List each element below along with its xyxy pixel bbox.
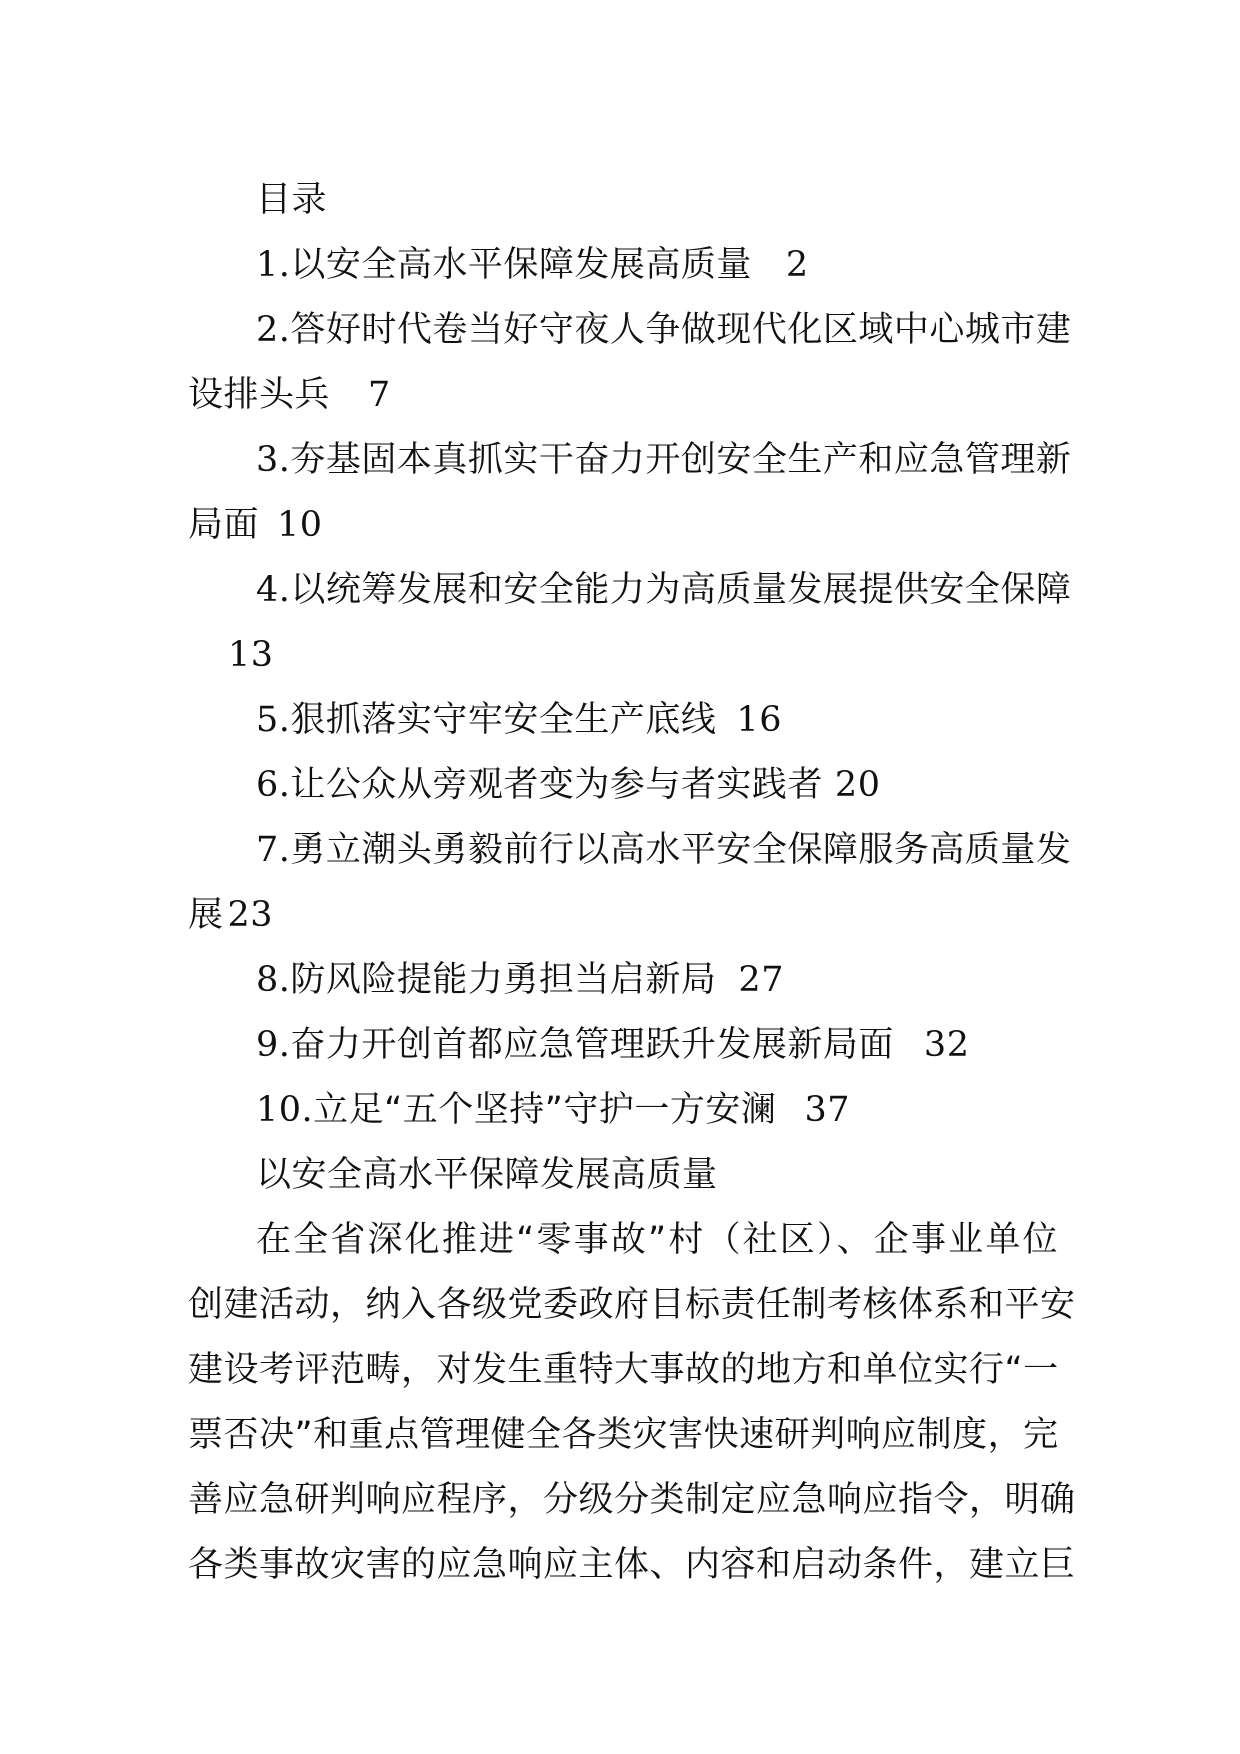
toc-entry-page: 37 bbox=[804, 1090, 850, 1130]
toc-entry-5[interactable] bbox=[188, 688, 1058, 753]
toc-entry-number: 5. bbox=[256, 700, 291, 740]
toc-entry-title: 防风险提能力勇担当启新局 bbox=[290, 960, 717, 1000]
body-line: 创建活动，纳入各级党委政府目标责任制考核体系和平安 bbox=[188, 1285, 1076, 1325]
document-page bbox=[188, 168, 1076, 1598]
body-line: 在全省深化推进“零事故”村（社区）、企事业单位 bbox=[256, 1220, 1058, 1260]
toc-entry-page: 2 bbox=[785, 245, 809, 285]
body-line: 建设考评范畴，对发生重特大事故的地方和单位实行“一 bbox=[188, 1350, 1059, 1390]
toc-entry-title-continuation: 展 bbox=[188, 895, 224, 935]
toc-entry-title-continuation: 局面 bbox=[188, 505, 260, 545]
body-line: 善应急研判响应程序，分级分类制定应急响应指令，明确 bbox=[188, 1480, 1076, 1520]
toc-entry-title: 让公众从旁观者变为参与者实践者 bbox=[290, 765, 823, 805]
toc-entry-page: 32 bbox=[923, 1025, 970, 1065]
toc-entry-2-continuation[interactable] bbox=[188, 363, 1058, 428]
toc-entry-number: 2. bbox=[256, 310, 291, 350]
body-line: 票否决”和重点管理健全各类灾害快速研判响应制度，完 bbox=[188, 1415, 1059, 1455]
toc-entry-number: 6. bbox=[256, 765, 291, 805]
toc-entry-title: 以安全高水平保障发展高质量 bbox=[290, 245, 752, 285]
toc-entry-page: 27 bbox=[738, 960, 784, 1000]
toc-entry-page: 20 bbox=[834, 765, 881, 805]
toc-entry-8[interactable] bbox=[188, 948, 1058, 1013]
toc-entry-3-continuation[interactable] bbox=[188, 493, 1058, 558]
toc-entry-title: 答好时代卷当好守夜人争做现代化区域中心城市建 bbox=[290, 310, 1072, 350]
body-line: 各类事故灾害的应急响应主体、内容和启动条件，建立巨 bbox=[188, 1545, 1076, 1585]
toc-entry-title: 立足“五个坚持”守护一方安澜 bbox=[313, 1090, 777, 1130]
toc-entry-title: 勇立潮头勇毅前行以高水平安全保障服务高质量发 bbox=[290, 830, 1072, 870]
toc-entry-page: 23 bbox=[227, 895, 274, 935]
toc-entry-number: 7. bbox=[256, 830, 291, 870]
toc-entry-title: 以统筹发展和安全能力为高质量发展提供安全保障 bbox=[290, 570, 1072, 610]
toc-entry-number: 8. bbox=[256, 960, 291, 1000]
toc-entry-9[interactable] bbox=[188, 1013, 1058, 1078]
toc-entry-6[interactable] bbox=[188, 753, 1058, 818]
toc-entry-3[interactable] bbox=[188, 428, 1072, 493]
toc-entry-number: 10. bbox=[256, 1090, 314, 1130]
toc-entry-number: 3. bbox=[256, 440, 291, 480]
toc-entry-7[interactable] bbox=[188, 818, 1072, 883]
toc-entry-1[interactable] bbox=[188, 233, 1058, 298]
toc-entry-4[interactable] bbox=[188, 558, 1072, 623]
toc-entry-2[interactable] bbox=[188, 298, 1072, 363]
toc-entry-title: 奋力开创首都应急管理跃升发展新局面 bbox=[290, 1025, 894, 1065]
toc-entry-title-continuation: 设排头兵 bbox=[188, 375, 331, 415]
toc-entry-number: 9. bbox=[256, 1025, 291, 1065]
toc-heading: 目录 bbox=[256, 180, 328, 220]
toc-entry-title: 狠抓落实守牢安全生产底线 bbox=[290, 700, 717, 740]
toc-entry-title: 夯基固本真抓实干奋力开创安全生产和应急管理新 bbox=[290, 440, 1072, 480]
toc-entry-page: 13 bbox=[228, 635, 274, 675]
article-title: 以安全高水平保障发展高质量 bbox=[256, 1155, 718, 1195]
toc-entry-number: 4. bbox=[256, 570, 291, 610]
toc-entry-10[interactable] bbox=[188, 1078, 1058, 1143]
toc-entry-page: 16 bbox=[736, 700, 782, 740]
toc-entry-4-continuation[interactable] bbox=[188, 623, 1058, 688]
toc-entry-page: 10 bbox=[277, 505, 323, 545]
toc-entry-number: 1. bbox=[256, 245, 291, 285]
toc-entry-7-continuation[interactable] bbox=[188, 883, 1058, 948]
toc-entry-page: 7 bbox=[368, 375, 391, 415]
